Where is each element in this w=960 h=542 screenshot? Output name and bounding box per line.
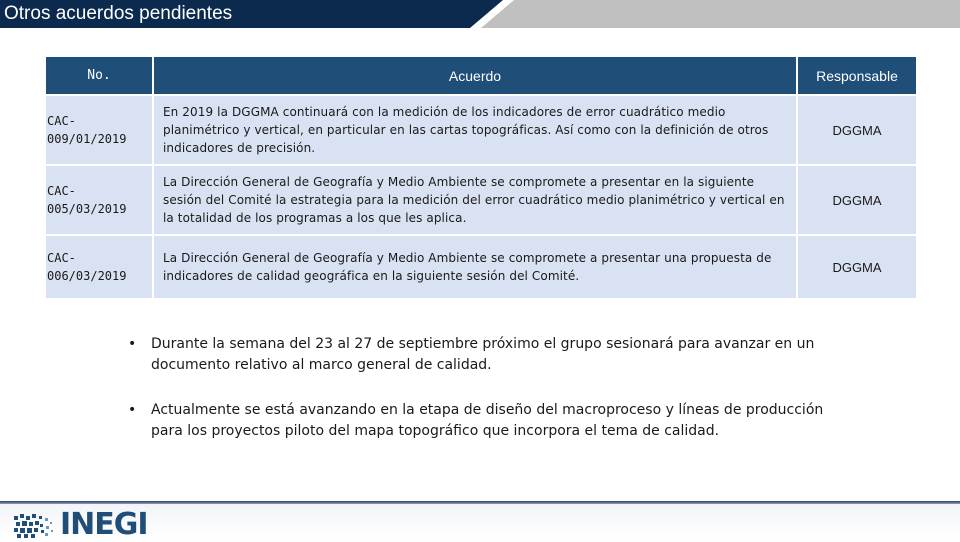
title-bar <box>0 0 960 28</box>
bullet-dot-icon: • <box>128 402 137 418</box>
agreements-table <box>46 57 916 300</box>
list-item <box>128 334 848 376</box>
inegi-logo-text: INEGI <box>60 507 148 542</box>
agreement-number <box>46 166 154 236</box>
agreement-number-text: CAC- 009/01/2019 <box>47 114 127 146</box>
table-row <box>46 166 916 236</box>
agreement-number-text: CAC- 005/03/2019 <box>47 184 127 216</box>
table-header-row <box>46 57 916 96</box>
agreement-text <box>154 236 798 300</box>
bullet-text: Actualmente se está avanzando en la etapa de diseño del macroproceso y líneas de producción para los proyectos piloto del mapa topográfico que incorpora el tema de calidad. <box>151 402 824 439</box>
agreement-text-content: La Dirección General de Geografía y Medio Ambiente se compromete a presentar una propuesta de indicadores de calidad geográfica en la siguiente sesión del Comité. <box>163 251 772 283</box>
agreement-number <box>46 236 154 300</box>
column-header-responsable: Responsable <box>798 57 916 96</box>
column-header-acuerdo: Acuerdo <box>154 57 798 96</box>
agreement-text-content: La Dirección General de Geografía y Medio Ambiente se compromete a presentar en la siguiente sesión del Comité la estrategia para la medición del error cuadrático medio planimétrico y vertical en la totalidad de los programas a los que les aplica. <box>163 175 785 225</box>
agreement-text-content: En 2019 la DGGMA continuará con la medición de los indicadores de error cuadrático medio planimétrico y vertical, en particular en las cartas topográficas. Así como con la definición de otros indicadores de precisión. <box>163 105 769 155</box>
agreement-responsible: DGGMA <box>798 96 916 166</box>
bullet-dot-icon: • <box>128 336 137 352</box>
inegi-logo-icon <box>12 510 58 540</box>
page-title: Otros acuerdos pendientes <box>4 3 233 24</box>
table-row <box>46 236 916 300</box>
table-row <box>46 96 916 166</box>
bullet-text: Durante la semana del 23 al 27 de septiembre próximo el grupo sesionará para avanzar en un documento relativo al marco general de calidad. <box>151 336 815 373</box>
agreement-number <box>46 96 154 166</box>
agreement-text <box>154 166 798 236</box>
list-item <box>128 400 848 442</box>
column-header-no: No. <box>46 57 154 96</box>
agreement-text <box>154 96 798 166</box>
agreement-number-text: CAC- 006/03/2019 <box>47 251 127 283</box>
inegi-logo <box>12 509 148 540</box>
agreement-responsible: DGGMA <box>798 236 916 300</box>
agreement-responsible: DGGMA <box>798 166 916 236</box>
bullet-list <box>128 334 848 466</box>
